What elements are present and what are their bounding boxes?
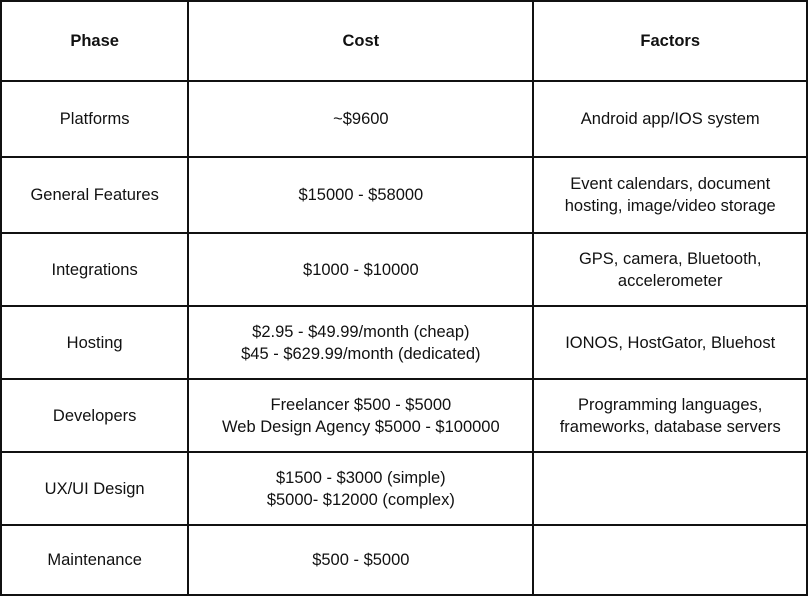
cost-line: $5000- $12000 (complex) xyxy=(266,490,455,509)
table-row xyxy=(1,81,807,157)
cost-line: ~$9600 xyxy=(333,110,389,128)
factors-line: Android app/IOS system xyxy=(580,110,760,128)
cost-cell xyxy=(188,306,533,379)
cost-line: Freelancer $500 - $5000 xyxy=(270,395,452,414)
factors-cell xyxy=(533,306,807,379)
cost-line: $45 - $629.99/month (dedicated) xyxy=(241,344,481,363)
cost-line: $1000 - $10000 xyxy=(303,260,419,279)
cost-cell xyxy=(188,157,533,233)
table-row xyxy=(1,452,807,525)
cost-line: $1500 - $3000 (simple) xyxy=(276,468,446,487)
factors-cell xyxy=(533,233,807,306)
cost-line: Web Design Agency $5000 - $100000 xyxy=(222,417,500,436)
phase-cell: Integrations xyxy=(1,233,188,306)
factors-line: Event calendars, document xyxy=(570,175,771,193)
phase-cell: General Features xyxy=(1,157,188,233)
cost-cell xyxy=(188,81,533,157)
factors-cell xyxy=(533,157,807,233)
table-row xyxy=(1,157,807,233)
phase-cell: UX/UI Design xyxy=(1,452,188,525)
table-row xyxy=(1,306,807,379)
table-row xyxy=(1,379,807,452)
factors-line: Programming languages, xyxy=(578,395,763,414)
cost-cell xyxy=(188,379,533,452)
cost-cell xyxy=(188,452,533,525)
cost-cell xyxy=(188,233,533,306)
header-cost: Cost xyxy=(188,1,533,81)
phase-cell: Hosting xyxy=(1,306,188,379)
factors-cell-empty xyxy=(533,525,807,595)
factors-line: GPS, camera, Bluetooth, xyxy=(578,249,762,268)
cost-line: $500 - $5000 xyxy=(312,551,410,569)
factors-cell-empty xyxy=(533,452,807,525)
cost-line: $2.95 - $49.99/month (cheap) xyxy=(252,322,470,341)
factors-line: IONOS, HostGator, Bluehost xyxy=(565,333,776,352)
factors-line: hosting, image/video storage xyxy=(564,197,776,215)
phase-cell: Maintenance xyxy=(1,525,188,595)
phase-cell: Developers xyxy=(1,379,188,452)
table-row xyxy=(1,525,807,595)
table-row xyxy=(1,233,807,306)
factors-cell xyxy=(533,379,807,452)
phase-cell: Platforms xyxy=(1,81,188,157)
header-phase: Phase xyxy=(1,1,188,81)
factors-line: frameworks, database servers xyxy=(559,417,781,436)
table-header-row xyxy=(1,1,807,81)
cost-line: $15000 - $58000 xyxy=(298,186,424,204)
header-factors: Factors xyxy=(533,1,807,81)
factors-line: accelerometer xyxy=(617,271,723,290)
factors-cell xyxy=(533,81,807,157)
cost-cell xyxy=(188,525,533,595)
